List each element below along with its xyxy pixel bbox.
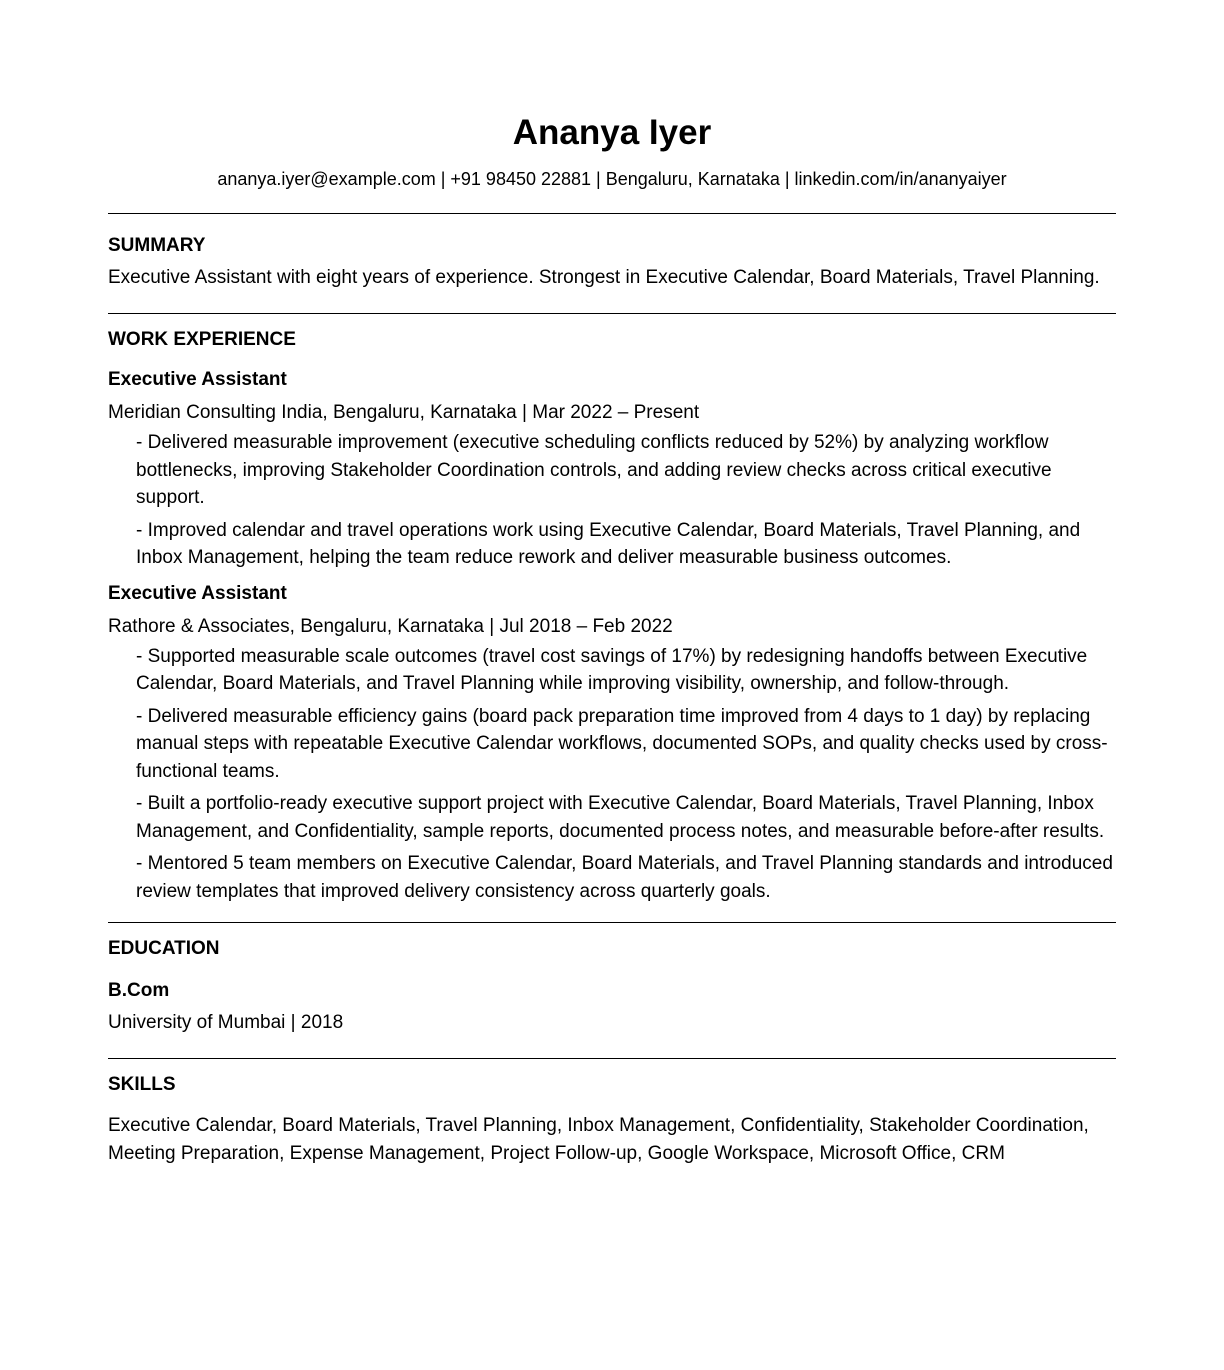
section-title-skills: SKILLS	[108, 1074, 176, 1095]
job-bullet: - Delivered measurable efficiency gains (board pack preparation time improved from 4 days to 1 day) by replacing manual steps with repeatable Executive Calendar workflows, documented SOPs, and quality checks used by cross-functional teams.	[136, 705, 1108, 782]
contact-line: ananya.iyer@example.com | +91 98450 22881 | Bengaluru, Karnataka | linkedin.com/in/ananyaiyer	[217, 169, 1007, 189]
job-bullet: - Built a portfolio-ready executive support project with Executive Calendar, Board Materials, Travel Planning, Inbox Management, and Confidentiality, sample reports, documented process notes, and measurable before-after results.	[136, 793, 1105, 842]
degree: B.Com	[108, 980, 170, 1001]
job-bullets	[108, 643, 1116, 906]
job-bullet: - Supported measurable scale outcomes (travel cost savings of 17%) by redesigning handoffs between Executive Calendar, Board Materials, and Travel Planning while improving visibility, ownership, and follow-through.	[136, 645, 1088, 694]
job-entry	[108, 368, 1116, 572]
job-bullet: - Improved calendar and travel operations work using Executive Calendar, Board Materials, Travel Planning, and Inbox Management, helping the team reduce rework and deliver measurable business outcomes.	[136, 519, 1081, 568]
summary-text: Executive Assistant with eight years of experience. Strongest in Executive Calendar, Board Materials, Travel Planning.	[108, 267, 1100, 288]
education-entry	[108, 979, 1116, 1036]
job-entry	[108, 582, 1116, 906]
section-title-education: EDUCATION	[108, 938, 220, 959]
school-year: University of Mumbai | 2018	[108, 1012, 344, 1033]
skills-section	[108, 1059, 1116, 1168]
job-bullet: - Delivered measurable improvement (executive scheduling conflicts reduced by 52%) by analyzing workflow bottlenecks, improving Stakeholder Coordination controls, and adding review checks across critical executive support.	[136, 432, 1052, 508]
education-section	[108, 923, 1116, 1036]
job-bullets	[108, 429, 1116, 572]
job-title: Executive Assistant	[108, 369, 287, 390]
work-experience-section	[108, 314, 1116, 905]
skills-text: Executive Calendar, Board Materials, Travel Planning, Inbox Management, Confidentiality, Stakeholder Coordination, Meeting Preparation, Expense Management, Project Follow-up, Google Workspace, Microsoft Office, CRM	[108, 1115, 1089, 1164]
resume-page	[108, 0, 1116, 1168]
summary-section	[108, 214, 1116, 292]
job-title: Executive Assistant	[108, 582, 287, 604]
job-company-dates: Rathore & Associates, Bengaluru, Karnataka | Jul 2018 – Feb 2022	[108, 615, 673, 637]
section-title-work-experience: WORK EXPERIENCE	[108, 329, 296, 350]
job-bullet: - Mentored 5 team members on Executive Calendar, Board Materials, and Travel Planning standards and introduced review templates that improved delivery consistency across quarterly goals.	[136, 853, 1113, 902]
candidate-name: Ananya Iyer	[512, 113, 712, 152]
job-company-dates: Meridian Consulting India, Bengaluru, Karnataka | Mar 2022 – Present	[108, 402, 700, 423]
section-title-summary: SUMMARY	[108, 235, 206, 256]
